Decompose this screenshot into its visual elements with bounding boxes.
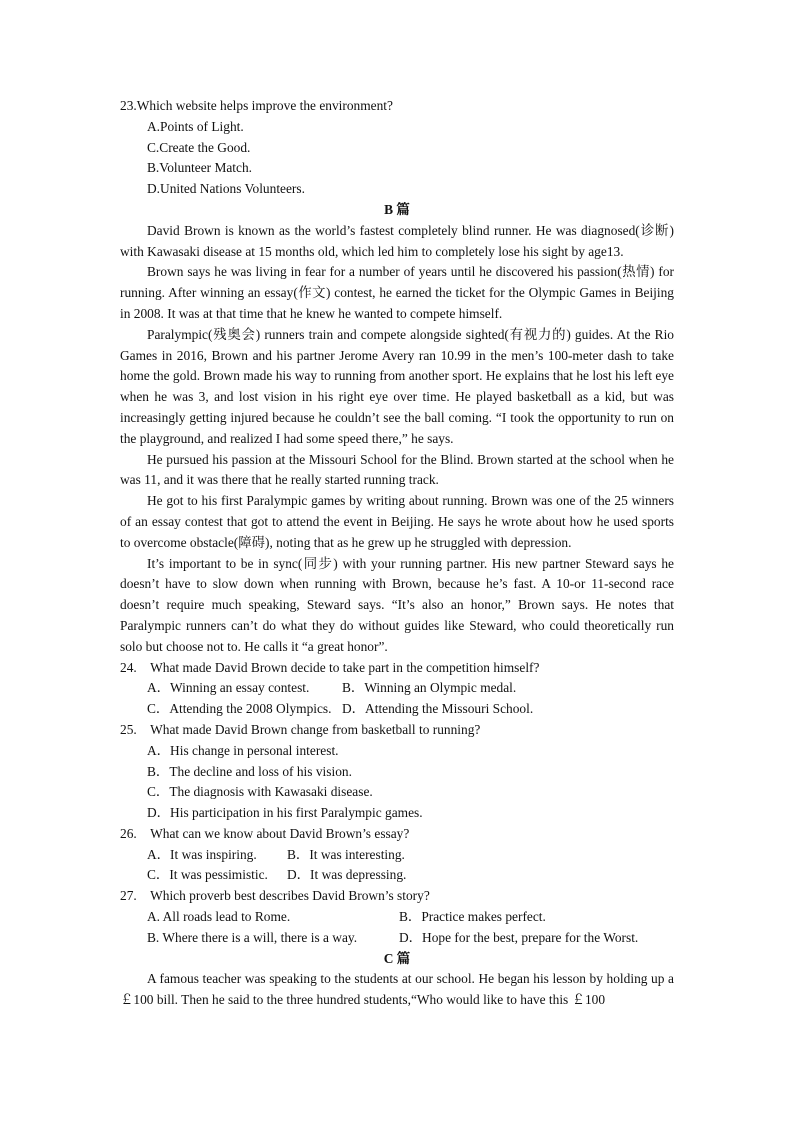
q26-options-row-1 <box>120 845 674 866</box>
section-c-paragraph-1: A famous teacher was speaking to the students at our school. He began his lesson by holding up a ￡100 bill. Then he said to the three hundred students,“Who would like to have this ￡100 <box>120 971 674 1008</box>
q24-option-c: C．Attending the 2008 Olympics. <box>147 701 332 717</box>
section-b-paragraph-4: He pursued his passion at the Missouri School for the Blind. Brown started at the school when he was 11, and it was there that he really started running track. <box>120 451 674 488</box>
q27-option-b: B．Practice makes perfect. <box>399 909 546 925</box>
q27-option-b-alt: B. Where there is a will, there is a way. <box>147 929 358 945</box>
q23-option-b: B.Volunteer Match. <box>147 160 252 176</box>
q24-option-a: A．Winning an essay contest. <box>147 680 310 696</box>
q23-option-a: A.Points of Light. <box>147 118 244 134</box>
section-b-heading: B 篇 <box>384 201 410 217</box>
question-27: 27. Which proverb best describes David Brown’s story? <box>120 888 430 904</box>
q27-options-row-2 <box>120 928 674 949</box>
q23-option-d: D.United Nations Volunteers. <box>147 181 305 197</box>
q25-option-b: B．The decline and loss of his vision. <box>147 763 352 779</box>
q27-options-row-1 <box>120 907 674 928</box>
q27-option-a: A. All roads lead to Rome. <box>147 909 291 925</box>
question-24: 24. What made David Brown decide to take part in the competition himself? <box>120 659 540 675</box>
section-b-paragraph-1: David Brown is known as the world’s fastest completely blind runner. He was diagnosed(诊断) with Kawasaki disease at 15 months old, which led him to completely lose his sight by age13. <box>120 222 674 259</box>
section-b-paragraph-6: It’s important to be in sync(同步) with your running partner. His new partner Steward says he doesn’t have to slow down when running with Brown, because he’s fast. A 10-or 11-second race doesn’t require much speaking, Steward says. “It’s also an honor,” Brown says. He notes that Paralympic runners can’t do what they do without guides like Steward, who could theoretically run solo but choose not to. He calls it “a great honor”. <box>120 555 674 654</box>
q23-option-c: C.Create the Good. <box>147 139 251 155</box>
question-25: 25. What made David Brown change from basketball to running? <box>120 721 481 737</box>
question-26: 26. What can we know about David Brown’s essay? <box>120 825 410 841</box>
q24-option-b: B．Winning an Olympic medal. <box>342 680 517 696</box>
q26-option-d: D．It was depressing. <box>287 867 407 883</box>
q25-option-a: A．His change in personal interest. <box>147 742 339 758</box>
q24-options-row-2 <box>120 699 674 720</box>
question-23: 23.Which website helps improve the environment? <box>120 98 393 113</box>
q24-option-d: D．Attending the Missouri School. <box>342 701 534 717</box>
q26-option-b: B．It was interesting. <box>287 846 405 862</box>
q25-option-c: C．The diagnosis with Kawasaki disease. <box>147 784 373 800</box>
section-b-paragraph-3: Paralympic(残奥会) runners train and compete alongside sighted(有视力的) guides. At the Rio Games in 2016, Brown and his partner Jerome Avery ran 10.99 in the men’s 100-meter dash to take home the gold. Brown made his way to running from another sport. He explains that he lost his left eye when he was 3, and lost vision in his right eye over time. He played basketball as a kid, but was increasingly getting injured because he couldn’t see the ball coming. “I took the opportunity to run on the playground, and realized I had some speed there,” he says. <box>120 326 674 446</box>
section-b-paragraph-5: He got to his first Paralympic games by writing about running. Brown was one of the 25 winners of an essay contest that got to attend the event in Beijing. He says he wrote about how he used sports to overcome obstacle(障碍), noting that as he grew up he struggled with depression. <box>120 493 674 550</box>
section-c-heading: C 篇 <box>383 950 411 966</box>
page-content <box>120 96 674 1011</box>
section-b-paragraph-2: Brown says he was living in fear for a number of years until he discovered his passion(热情) for running. After winning an essay(作文) contest, he earned the ticket for the Olympic Games in Beijing in 2008. It was at that time that he knew he wanted to compete himself. <box>120 264 674 321</box>
q24-options-row-1 <box>120 678 674 699</box>
q26-option-c: C．It was pessimistic. <box>147 867 268 883</box>
q25-option-d: D．His participation in his first Paralympic games. <box>147 805 423 821</box>
q27-option-d: D．Hope for the best, prepare for the Worst. <box>399 929 639 945</box>
q26-options-row-2 <box>120 865 674 886</box>
q26-option-a: A．It was inspiring. <box>147 846 257 862</box>
